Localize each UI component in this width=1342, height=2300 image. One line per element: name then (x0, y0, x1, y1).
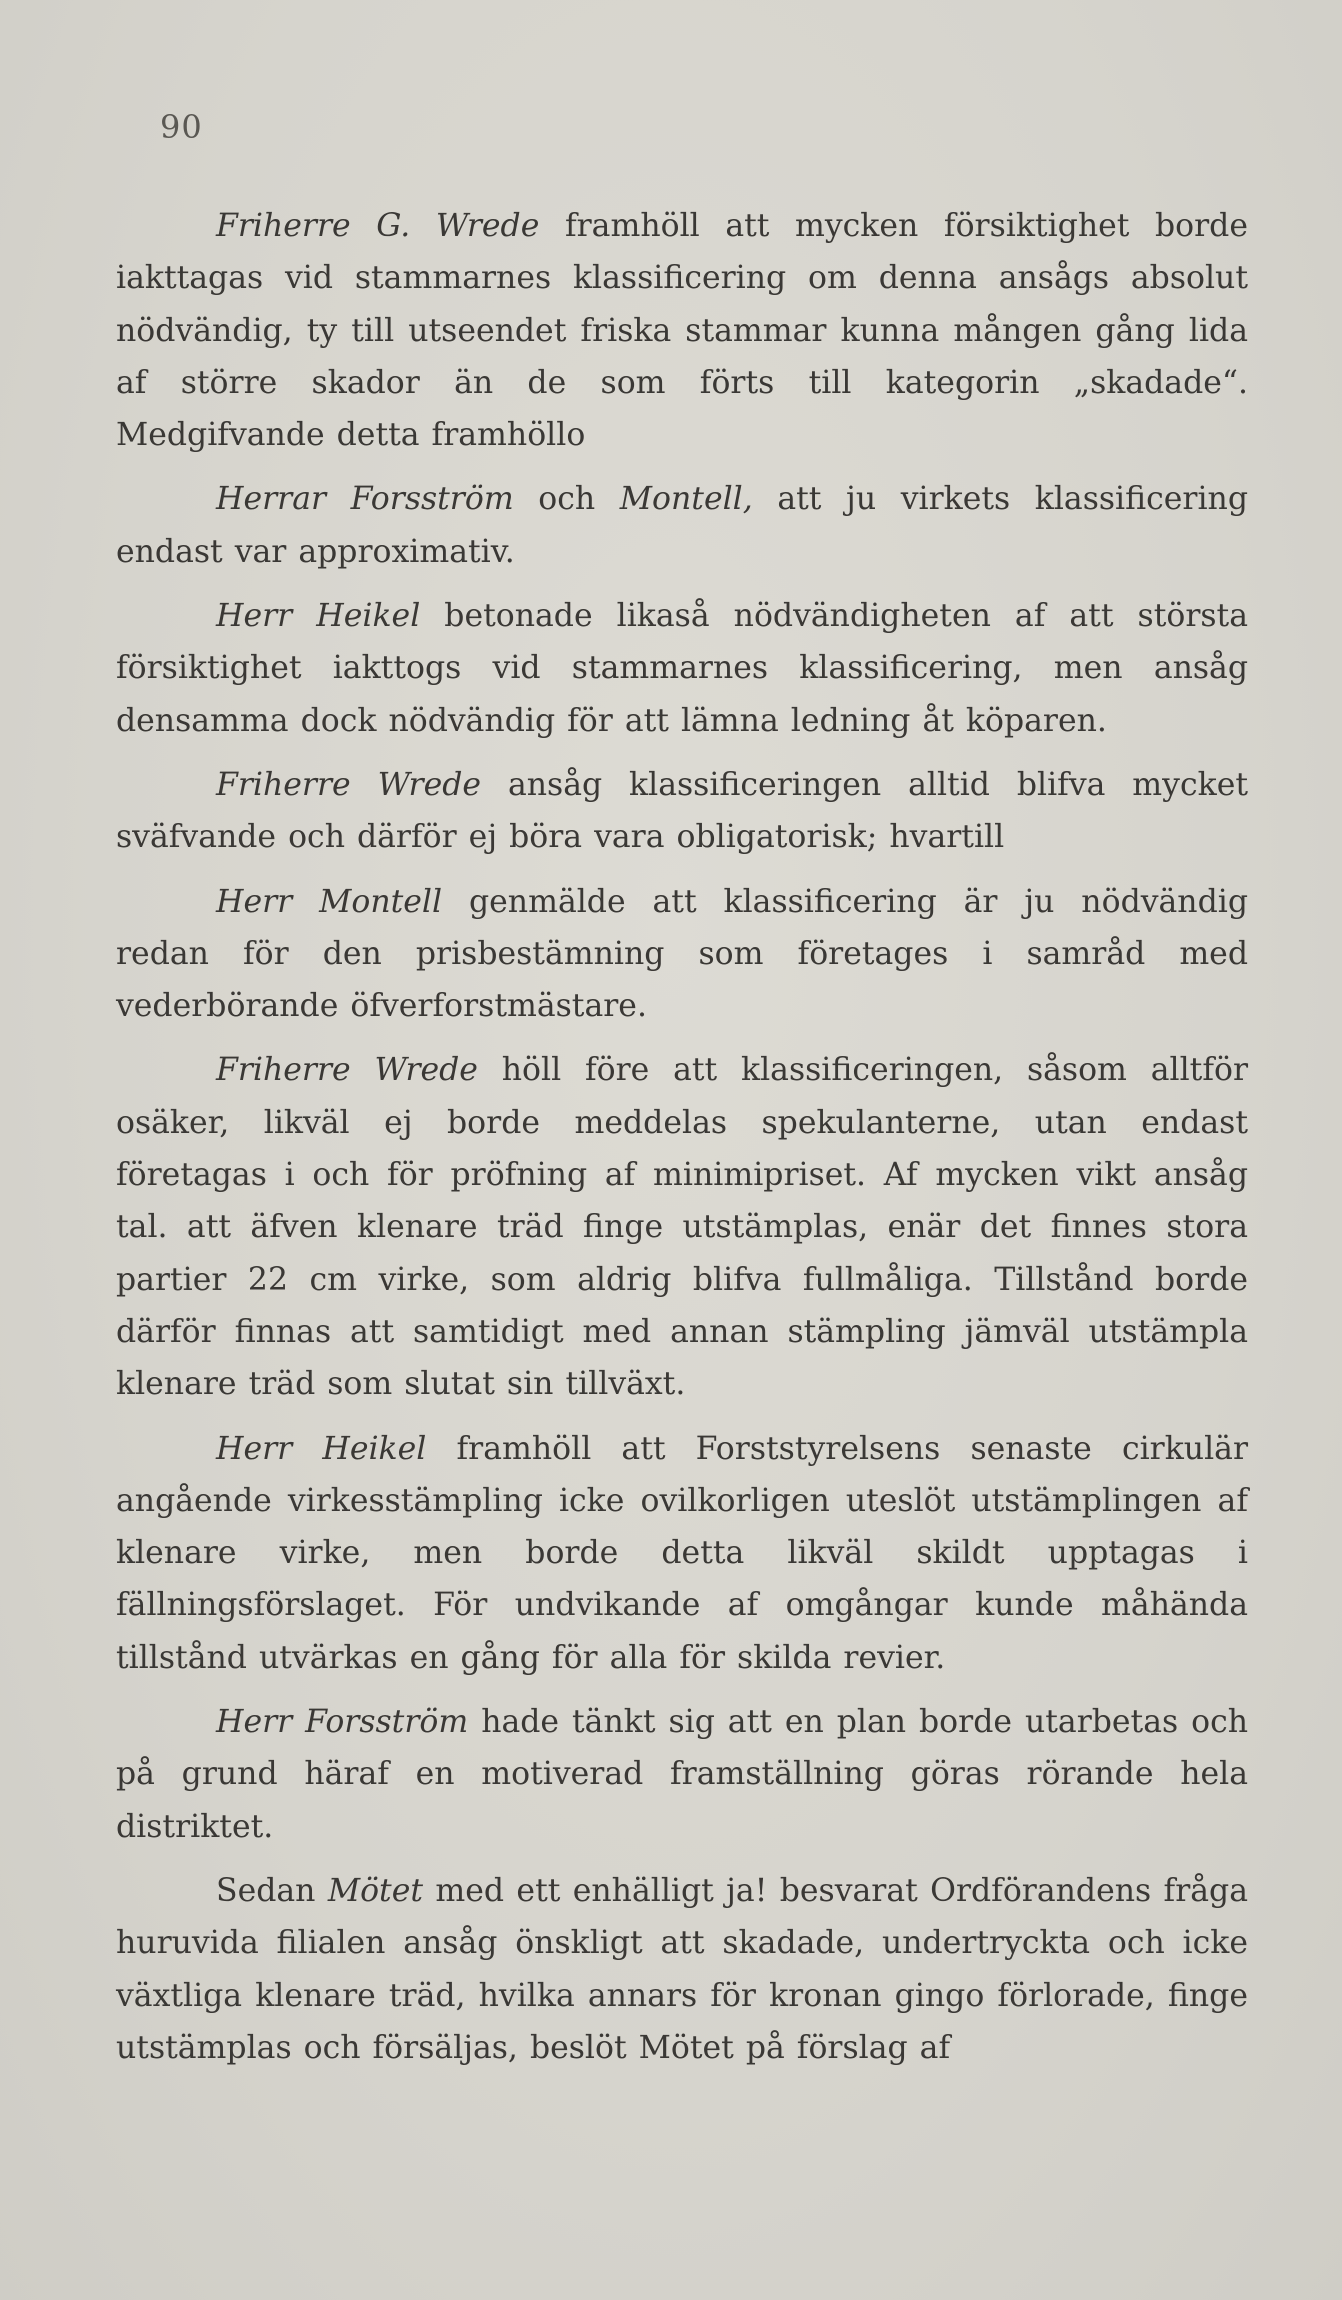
paragraph-text: med ett enhälligt ja! besvarat Ordförandens fråga huruvida filialen ansåg önskligt att skadade, undertryckta och icke växtliga klenare träd, hvilka annars för kronan gingo förlorade, finge utstämplas och försäljas, beslöt Mötet på förslag af (116, 1872, 1249, 2066)
speaker-name: Herrar Forsström (216, 481, 514, 518)
paragraph-3 (116, 590, 1248, 747)
body-text (116, 200, 1248, 2086)
paragraph-text: att ju virkets klassificering endast var approximativ. (116, 481, 1248, 570)
paragraph-9 (116, 1865, 1248, 2074)
speaker-name: Herr Heikel (216, 598, 421, 635)
paragraph-text: genmälde att klassificering är ju nödvändig redan för den prisbestämning som företages i samråd med vederbörande öfverforstmästare. (116, 883, 1248, 1025)
paragraph-text: ansåg klassificeringen alltid blifva mycket sväfvande och därför ej böra vara obligatorisk; hvartill (116, 766, 1249, 856)
paragraph-text: betonade likaså nödvändigheten af att största försiktighet iakttogs vid stammarnes klassificering, men ansåg densamma dock nödvändig för att lämna ledning åt köparen. (116, 598, 1248, 739)
paragraph-5 (116, 876, 1248, 1033)
paragraph-1 (116, 200, 1248, 461)
speaker-name: Friherre Wrede (216, 766, 482, 803)
page-number: 90 (160, 108, 203, 146)
speaker-name-2: Montell, (619, 481, 753, 518)
speaker-name: Herr Heikel (216, 1430, 427, 1467)
paragraph-2 (116, 473, 1248, 578)
paragraph-4 (116, 759, 1248, 864)
paragraph-text: höll före att klassificeringen, såsom alltför osäker, likväl ej borde meddelas spekulanterne, utan endast företagas i och för pröfning af minimipriset. Af mycken vikt ansåg tal. att äfven klenare träd finge utstämplas, enär det finnes stora partier 22 cm virke, som aldrig blifva fullmåliga. Tillstånd borde därför finnas att samtidigt med annan stämpling jämväl utstämpla klenare träd som slutat sin tillväxt. (116, 1052, 1248, 1403)
paragraph-text: framhöll att mycken försiktighet borde iakttagas vid stammarnes klassificering om denna ansågs absolut nödvändig, ty till utseendet friska stammar kunna mången gång lida af större skador än de som förts till kategorin „skadade“. Medgifvande detta framhöllo (116, 208, 1248, 454)
paragraph-text: hade tänkt sig att en plan borde utarbetas och på grund häraf en motiverad framställning göras rörande hela distriktet. (116, 1704, 1249, 1845)
paragraph-6 (116, 1044, 1248, 1410)
paragraph-lead: Sedan (216, 1872, 328, 1909)
speaker-name: Herr Forsström (216, 1704, 469, 1741)
paragraph-connector: och (513, 481, 620, 518)
paragraph-7 (116, 1423, 1248, 1684)
paragraph-text: framhöll att Forststyrelsens senaste cirkulär angående virkesstämpling icke ovilkorligen uteslöt utstämplingen af klenare virke, men borde detta likväl skildt upptagas i fällningsförslaget. För undvikande af omgångar kunde måhända tillstånd utvärkas en gång för alla för skilda revier. (116, 1430, 1249, 1676)
speaker-name: Mötet (327, 1872, 424, 1909)
speaker-name: Herr Montell (216, 883, 443, 920)
speaker-name: Friherre Wrede (216, 1052, 478, 1089)
paragraph-8 (116, 1696, 1248, 1853)
speaker-name: Friherre G. Wrede (216, 208, 540, 244)
